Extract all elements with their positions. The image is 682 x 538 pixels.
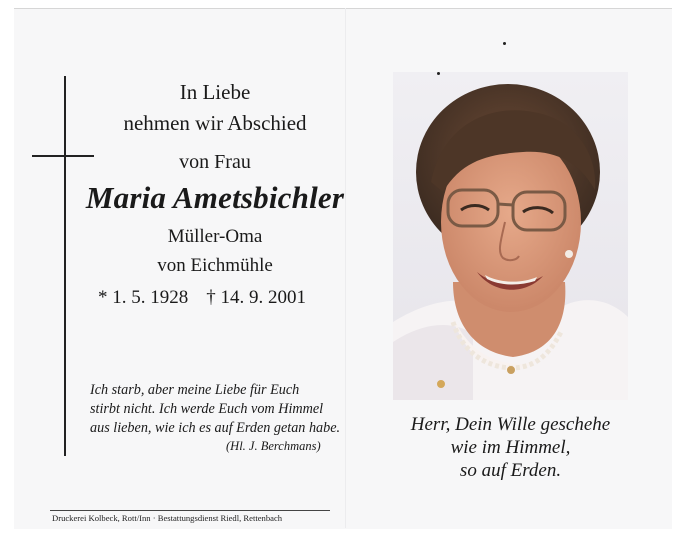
intro-line-3: von Frau	[179, 151, 251, 173]
quote-line: aus lieben, wie ich es auf Erden getan habe.	[90, 420, 341, 436]
quote	[90, 381, 340, 438]
printer-credit: Druckerei Kolbeck, Rott/Inn · Bestattungsdienst Riedl, Rettenbach	[52, 513, 283, 523]
portrait-photo	[393, 72, 628, 400]
death-date: † 14. 9. 2001	[206, 287, 306, 308]
nickname: Müller-Oma	[167, 226, 263, 247]
quote-line: Ich starb, aber meine Liebe für Euch	[90, 382, 300, 398]
intro-line-2: nehmen wir Abschied	[123, 111, 307, 135]
quote-line: stirbt nicht. Ich werde Euch vom Himmel	[90, 401, 324, 417]
birth-date: * 1. 5. 1928	[98, 287, 189, 308]
prayer-line-1: Herr, Dein Wille geschehe	[410, 414, 611, 435]
speck	[503, 42, 506, 45]
origin: von Eichmühle	[157, 255, 273, 276]
footer-divider	[50, 510, 330, 511]
deceased-name: Maria Ametsbichler	[85, 180, 345, 215]
cross-icon	[64, 76, 66, 456]
speck	[437, 72, 440, 75]
portrait-image	[393, 72, 628, 400]
prayer-line-3: so auf Erden.	[459, 460, 562, 481]
prayer-line-2: wie im Himmel,	[450, 437, 571, 458]
intro-line-1: In Liebe	[179, 80, 251, 104]
quote-attribution: (Hl. J. Berchmans)	[226, 439, 321, 453]
life-dates	[98, 287, 306, 309]
